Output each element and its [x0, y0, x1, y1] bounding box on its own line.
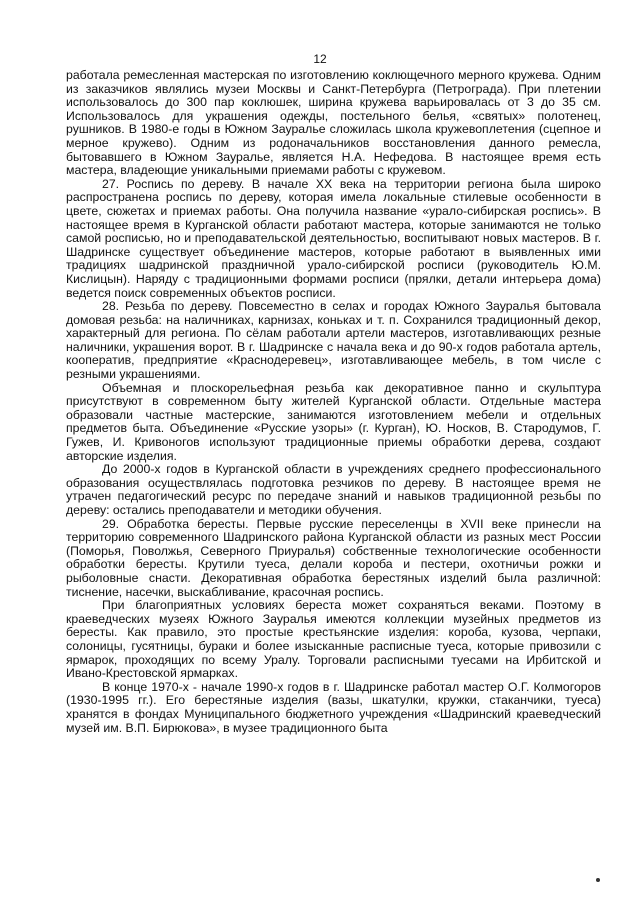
paragraph-birch-bark: 29. Обработка бересты. Первые русские переселенцы в XVII веке принесли на территорию современного Шадринского района Курганской области из разных мест России (Поморья, Поволжья, Северного Приуралья) собственные технологические особенности обработки бересты. Крутили туеса, делали короба и пестери, охотничьи рожки и рыболовные снасти. Декоративная обработка берестяных изделий была различной: тиснение, насечки, выскабливание, красочная роспись.: [66, 516, 601, 599]
paragraph-carving-education: До 2000-х годов в Курганской области в учреждениях среднего профессионального образования осуществлялась подготовка резчиков по дереву. В настоящее время не утрачен педагогический ресурс по передаче знаний и навыков традиционной резьбы по дереву: остались преподаватели и методики обучения.: [66, 462, 601, 517]
paragraph-birch-bark-museums: При благоприятных условиях береста может сохраняться веками. Поэтому в краеведческих музеях Южного Зауралья имеются коллекции музейных предметов из бересты. Как правило, это простые крестьянские изделия: короба, кузова, черпаки, солоницы, гусятницы, бураки и более изысканные расписные туеса, которые привозили с ярмарок, проходящих по всему Уралу. Торговали расписными туесами на Ирбитской и Ивано-Крестовской ярмарках.: [66, 598, 601, 681]
paragraph-relief-carving: Объемная и плоскорельефная резьба как декоративное панно и скульптура присутствуют в современном быту жителей Курганской области. Отдельные мастера образовали частные мастерские, занимаются изготовлением мебели и отдельных предметов быта. Объединение «Русские узоры» (г. Курган), Ю. Носков, В. Стародумов, Г. Гужев, И. Кривоногов используют традиционные приемы обработки дерева, создают авторские изделия.: [66, 380, 601, 463]
scan-dot-mark: [596, 878, 600, 882]
paragraph-wood-painting: 27. Роспись по дереву. В начале XX века на территории региона была широко распространена роспись по дереву, которая имела локальные стилевые особенности в цвете, сюжетах и приемах работы. Она получила название «урало-сибирская роспись». В настоящее время в Курганской области работают мастера, которые занимаются не только самой росписью, но и преподавательской деятельностью, воспитывают новых мастеров. В г. Шадринске существует объединение мастеров, которые работают в выявленных ими традициях шадринской праздничной урало-сибирской росписи (руководитель Ю.М. Кислицын). Наряду с традиционными формами росписи (прялки, детали интерьера дома) ведется поиск современных объектов росписи.: [66, 176, 601, 300]
document-body: [66, 69, 601, 735]
paragraph-wood-carving: 28. Резьба по дереву. Повсеместно в селах и городах Южного Зауралья бытовала домовая резьба: на наличниках, карнизах, коньках и т. п. Сохранился традиционный декор, характерный для региона. По сёлам работали артели мастеров, изготавливающих резные наличники, украшения ворот. В г. Шадринске с начала века и до 90-х годов работала артель, кооператив, предприятие «Краснодеревец», изготавливающее мебель, в том числе с резными украшениями.: [66, 299, 601, 382]
paragraph-kolmogorov: В конце 1970-х - начале 1990-х годов в г. Шадринске работал мастер О.Г. Колмогоров (1930-1995 гг.). Его берестяные изделия (вазы, шкатулки, кружки, стаканчики, туеса) хранятся в фондах Муниципального бюджетного учреждения «Шадринский краеведческий музей им. В.П. Бирюкова», в музее традиционного быта: [66, 679, 601, 735]
paragraph-lace-continued: работала ремесленная мастерская по изготовлению коклющечного мерного кружева. Одним из заказчиков являлись музеи Москвы и Санкт-Петербурга (Петрограда). При плетении использовалось до 300 пар коклюшек, ширина кружева варьировалась от 3 до 35 см. Использовалось для украшения одежды, постельного белья, «святых» полотенец, рушников. В 1980-е годы в Южном Зауралье сложилась школа кружевоплетения (сцепное и мерное кружево). Одним из родоначальников восстановления данного ремесла, бытовавшего в Южном Зауралье, является Н.А. Нефедова. В настоящее время есть мастера, владеющие уникальными приемами работы с кружевом.: [66, 68, 601, 178]
page-number: 12: [313, 52, 327, 66]
